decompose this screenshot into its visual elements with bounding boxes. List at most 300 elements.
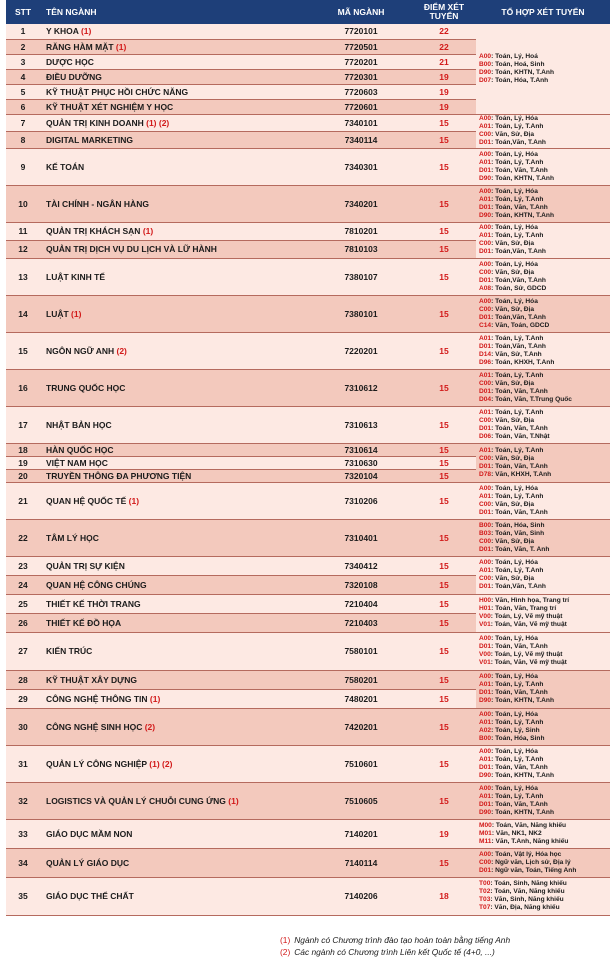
combination-code: D01 (479, 276, 492, 284)
combination-code: D01 (479, 689, 492, 696)
combination-item: D01: Toán,Văn, T.Anh (479, 276, 546, 284)
combination-item: A01: Toán, Lý, T.Anh (479, 755, 544, 763)
combination-code: M01 (479, 829, 492, 837)
row-combinations (476, 185, 610, 222)
row-combinations (476, 443, 610, 482)
row-stt: 22 (6, 519, 40, 556)
combination-item: A02: Toán, Lý, Sinh (479, 726, 540, 734)
row-stt: 2 (6, 39, 40, 54)
row-score: 15 (412, 185, 476, 222)
row-major-code: 7310401 (310, 519, 412, 556)
combination-code: D04 (479, 395, 492, 403)
combination-item: C00: Văn, Sử, Địa (479, 379, 534, 387)
table-row (6, 114, 610, 131)
combination-subjects: Toán, Văn, T.Nhật (495, 432, 550, 440)
combination-item: A00: Toán, Lý, Hóa (479, 224, 538, 231)
combination-subjects: Toán, Văn, T.Anh (495, 387, 548, 395)
table-row (6, 708, 610, 745)
combination-code: D01 (479, 203, 492, 211)
combination-code: C14 (479, 321, 492, 329)
combination-subjects: Toán, Lý, Hóa (495, 673, 538, 680)
table-row (6, 877, 610, 915)
row-major-name (40, 131, 310, 148)
combination-subjects: Toán, Văn, T.Trung Quốc (495, 395, 572, 403)
combination-code: A01 (479, 232, 492, 239)
row-major-name (40, 556, 310, 575)
row-combinations (476, 369, 610, 406)
row-score: 15 (412, 594, 476, 613)
major-name-text: KỸ THUẬT XÂY DỰNG (46, 674, 137, 685)
row-major-name (40, 369, 310, 406)
combination-item: C00: Văn, Sử, Địa (479, 268, 534, 276)
combination-item: C00: Văn, Sử, Địa (479, 416, 534, 424)
row-score: 21 (412, 54, 476, 69)
combination-code: D90 (479, 697, 492, 704)
major-name-text: QUẢN TRỊ KHÁCH SẠN (46, 226, 141, 236)
combination-subjects: Toán, KHTN, T.Anh (495, 68, 554, 76)
combination-item: A00: Toán, Lý, Hóa (479, 747, 538, 755)
row-score: 15 (412, 613, 476, 632)
row-score: 15 (412, 745, 476, 782)
row-score: 15 (412, 222, 476, 240)
combination-code: A01 (479, 492, 492, 500)
combination-item: M11: Văn, T.Anh, Năng khiếu (479, 837, 569, 845)
combination-code: D01 (479, 545, 492, 553)
combination-item: T03: Văn, Sinh, Năng khiếu (479, 896, 564, 903)
combination-subjects: Toán,Văn, T.Anh (495, 276, 546, 284)
row-major-code: 7720101 (310, 24, 412, 39)
row-score: 15 (412, 148, 476, 185)
combination-item: A01: Toán, Lý, T.Anh (479, 718, 544, 726)
combination-subjects: Toán,Văn, T.Anh (495, 342, 546, 350)
row-score: 15 (412, 575, 476, 594)
row-major-code: 7580201 (310, 670, 412, 689)
combination-subjects: Toán, Văn, T.Anh (495, 462, 548, 470)
combination-code: A00 (479, 52, 492, 60)
row-major-code: 7320104 (310, 469, 412, 482)
major-name-text: KẾ TOÁN (46, 161, 85, 172)
combination-item: C00: Văn, Sử, Địa (479, 305, 534, 313)
row-major-code: 7340101 (310, 114, 412, 131)
combination-subjects: Toán, Lý, T.Anh (495, 371, 544, 379)
combination-subjects: Toán, Lý, Vẽ mỹ thuật (494, 651, 563, 658)
combination-subjects: Toán, Lý, Hoá (495, 52, 538, 60)
combination-item: A01: Toán, Lý, T.Anh (479, 334, 544, 342)
combination-code: D01 (479, 424, 492, 432)
row-major-name (40, 575, 310, 594)
row-score: 15 (412, 469, 476, 482)
row-stt: 18 (6, 443, 40, 456)
combination-code: A01 (479, 334, 492, 342)
major-name-text: VIỆT NAM HỌC (46, 457, 108, 468)
combination-item: A00: Toán, Lý, Hóa (479, 673, 538, 680)
combination-code: B00 (479, 60, 492, 68)
row-major-code: 7140114 (310, 848, 412, 877)
combination-code: A00 (479, 784, 492, 792)
row-score: 15 (412, 556, 476, 575)
combination-item: D78: Văn, KHXH, T.Anh (479, 470, 552, 478)
combination-subjects: Toán, Lý, Sinh (495, 726, 540, 734)
combination-code: A00 (479, 260, 492, 268)
combination-code: D01 (479, 248, 492, 255)
major-name-text: RĂNG HÀM MẶT (46, 41, 114, 52)
row-stt: 20 (6, 469, 40, 482)
row-major-code: 7140201 (310, 819, 412, 848)
combination-item: V00: Toán, Lý, Vẽ mỹ thuật (479, 613, 563, 620)
row-combinations (476, 877, 610, 915)
major-note-marker: (1) (142, 226, 154, 236)
row-stt: 19 (6, 456, 40, 469)
combination-subjects: Toán, Lý, T.Anh (495, 792, 544, 800)
combination-subjects: Toán, Hóa, Sinh (495, 521, 545, 529)
row-major-name (40, 613, 310, 632)
row-score: 15 (412, 848, 476, 877)
row-combinations (476, 594, 610, 632)
row-stt: 15 (6, 332, 40, 369)
combination-subjects: Toán, Văn, Năng khiếu (495, 821, 567, 829)
combination-subjects: Văn, NK1, NK2 (495, 829, 542, 837)
major-note-marker: (1) (71, 308, 82, 319)
combination-subjects: Văn, KHXH, T.Anh (495, 470, 552, 478)
combination-item: D04: Toán, Văn, T.Trung Quốc (479, 395, 572, 403)
combination-code: A00 (479, 635, 492, 642)
combination-code: D01 (479, 643, 492, 650)
table-row (6, 24, 610, 39)
row-major-name (40, 295, 310, 332)
major-name-text: KỸ THUẬT XÉT NGHIỆM Y HỌC (46, 101, 174, 112)
header-combo: TỔ HỢP XÉT TUYỂN (476, 0, 610, 24)
combination-code: T03 (479, 896, 491, 903)
combination-code: D90 (479, 68, 492, 76)
table-row (6, 594, 610, 613)
combination-code: D01 (479, 313, 492, 321)
row-combinations (476, 148, 610, 185)
row-major-code: 7580101 (310, 632, 412, 670)
row-major-name (40, 24, 310, 39)
row-score: 15 (412, 519, 476, 556)
combination-item: H00: Văn, Hình họa, Trang trí (479, 597, 570, 604)
row-major-name (40, 54, 310, 69)
combination-code: B03 (479, 529, 492, 537)
row-stt: 21 (6, 482, 40, 519)
major-name-text: TÂM LÝ HỌC (46, 532, 99, 543)
combination-code: D06 (479, 432, 492, 440)
row-major-name (40, 222, 310, 240)
combination-subjects: Toán, Lý, T.Anh (495, 446, 544, 454)
header-score-line2: TUYỂN (429, 11, 459, 21)
combination-subjects: Toán, Văn, Trang trí (495, 605, 557, 612)
combination-subjects: Toán, Vật lý, Hóa học (495, 850, 562, 858)
combination-subjects: Toán, Lý, T.Anh (495, 718, 544, 726)
row-combinations (476, 295, 610, 332)
combination-code: M00 (479, 821, 492, 829)
row-score: 15 (412, 482, 476, 519)
footnotes (280, 934, 610, 958)
row-stt: 30 (6, 708, 40, 745)
combination-item: D01: Toán,Văn, T.Anh (479, 583, 546, 590)
combination-code: D01 (479, 342, 492, 350)
row-stt: 25 (6, 594, 40, 613)
combination-item: A01: Toán, Lý, T.Anh (479, 792, 544, 800)
combination-code: D01 (479, 866, 492, 874)
row-stt: 6 (6, 99, 40, 114)
combination-code: A00 (479, 224, 492, 231)
combination-subjects: Văn, Sử, T.Anh (495, 350, 542, 358)
major-name-text: CÔNG NGHỆ SINH HỌC (46, 721, 143, 732)
row-score: 15 (412, 406, 476, 443)
combination-subjects: Văn, T.Anh, Năng khiếu (495, 837, 569, 845)
combination-code: D90 (479, 211, 492, 219)
combination-item: A01: Toán, Lý, T.Anh (479, 492, 544, 500)
row-stt: 14 (6, 295, 40, 332)
combination-item: D14: Văn, Sử, T.Anh (479, 350, 542, 358)
combination-subjects: Toán, Lý, Hóa (495, 187, 538, 195)
combination-subjects: Toán, Văn, T.Anh (495, 689, 548, 696)
combination-item: C00: Văn, Sử, Địa (479, 500, 534, 508)
row-major-name (40, 482, 310, 519)
combination-subjects: Toán, Văn, Vẽ mỹ thuật (494, 659, 567, 666)
major-note-marker: (1) (2) (146, 117, 170, 128)
combination-item: A00: Toán, Lý, Hóa (479, 150, 538, 158)
row-major-code: 7510605 (310, 782, 412, 819)
row-score: 15 (412, 443, 476, 456)
combination-item: C00: Văn, Sử, Địa (479, 575, 534, 582)
combination-item: A00: Toán, Lý, Hóa (479, 559, 538, 566)
combination-code: A01 (479, 123, 492, 130)
major-note-marker: (1) (149, 693, 161, 704)
combination-item: D01: Toán, Văn, T.Anh (479, 643, 548, 650)
row-combinations (476, 848, 610, 877)
row-stt: 1 (6, 24, 40, 39)
combination-subjects: Toán, Lý, Hóa (495, 710, 538, 718)
row-major-code: 7210404 (310, 594, 412, 613)
combination-item: D01: Toán, Văn, T. Anh (479, 545, 550, 553)
row-score: 15 (412, 456, 476, 469)
combination-subjects: Toán,Văn, T.Anh (495, 313, 546, 321)
combination-subjects: Toán, Văn, T.Anh (495, 166, 548, 174)
combination-item: A00: Toán, Lý, Hóa (479, 297, 538, 305)
row-major-name (40, 782, 310, 819)
major-name-text: KIẾN TRÚC (46, 646, 93, 656)
combination-item: D06: Toán, Văn, T.Nhật (479, 432, 550, 440)
row-stt: 9 (6, 148, 40, 185)
combination-code: A00 (479, 297, 492, 305)
table-row (6, 369, 610, 406)
combination-code: D07 (479, 76, 492, 84)
combination-item: M01: Văn, NK1, NK2 (479, 829, 542, 837)
combination-item: D90: Toán, KHTN, T.Anh (479, 68, 554, 76)
combination-item: D96: Toán, KHXH, T.Anh (479, 358, 555, 366)
combination-item: A00: Toán, Lý, Hóa (479, 784, 538, 792)
row-major-name (40, 877, 310, 915)
row-stt: 10 (6, 185, 40, 222)
row-major-name (40, 99, 310, 114)
combination-code: A01 (479, 195, 492, 203)
major-name-text: THIẾT KẾ ĐỒ HỌA (46, 617, 122, 628)
row-stt: 8 (6, 131, 40, 148)
table-row (6, 519, 610, 556)
combination-item: D01: Toán, Văn, T.Anh (479, 387, 548, 395)
row-major-code: 7720603 (310, 84, 412, 99)
row-score: 15 (412, 689, 476, 708)
row-major-code: 7810201 (310, 222, 412, 240)
combination-item: A01: Toán, Lý, T.Anh (479, 195, 544, 203)
row-major-code: 7310613 (310, 406, 412, 443)
combination-item: D90: Toán, KHTN, T.Anh (479, 771, 554, 779)
combination-code: A01 (479, 371, 492, 379)
row-score: 19 (412, 84, 476, 99)
row-major-code: 7810103 (310, 240, 412, 258)
combination-code: C00 (479, 240, 492, 247)
combination-subjects: Văn, Sử, Địa (495, 575, 534, 582)
table-header-row (6, 0, 610, 24)
row-major-name (40, 185, 310, 222)
combination-item: D90: Toán, KHTN, T.Anh (479, 697, 554, 704)
major-note-marker: (1) (2) (149, 758, 173, 769)
row-major-name (40, 69, 310, 84)
row-major-code: 7340201 (310, 185, 412, 222)
row-score: 15 (412, 670, 476, 689)
row-stt: 13 (6, 258, 40, 295)
row-combinations (476, 519, 610, 556)
row-stt: 33 (6, 819, 40, 848)
row-major-code: 7720501 (310, 39, 412, 54)
combination-item: A01: Toán, Lý, T.Anh (479, 158, 544, 166)
combination-code: V01 (479, 659, 491, 666)
major-note-marker: (2) (116, 345, 127, 356)
header-score (412, 0, 476, 24)
row-combinations (476, 258, 610, 295)
table-row (6, 745, 610, 782)
row-stt: 7 (6, 114, 40, 131)
combination-item: V00: Toán, Lý, Vẽ mỹ thuật (479, 651, 563, 658)
combination-code: A08 (479, 284, 492, 292)
combination-subjects: Văn, Sử, Địa (495, 240, 534, 247)
combination-subjects: Toán, Lý, Hóa (495, 150, 538, 158)
major-name-text: Y KHOA (46, 26, 79, 37)
combination-item: D01: Toán, Văn, T.Anh (479, 462, 548, 470)
combination-item: T02: Toán, Văn, Năng khiếu (479, 888, 565, 895)
combination-code: A01 (479, 567, 492, 574)
row-stt: 35 (6, 877, 40, 915)
combination-code: D78 (479, 470, 492, 478)
combination-code: V01 (479, 621, 491, 628)
table-row (6, 185, 610, 222)
combination-item: D01: Toán, Văn, T.Anh (479, 763, 548, 771)
table-row (6, 670, 610, 689)
row-major-name (40, 39, 310, 54)
combination-subjects: Toán, KHXH, T.Anh (495, 358, 555, 366)
combination-code: A00 (479, 484, 492, 492)
combination-subjects: Toán, Văn, T.Anh (495, 800, 548, 808)
combination-subjects: Toán, Lý, T.Anh (495, 158, 544, 166)
combination-item: C00: Ngữ văn, Lịch sử, Địa lý (479, 858, 571, 866)
row-score: 22 (412, 39, 476, 54)
row-score: 15 (412, 295, 476, 332)
major-name-text: GIÁO DỤC MẦM NON (46, 828, 133, 839)
row-score: 19 (412, 819, 476, 848)
combination-item: D01: Toán, Văn, T.Anh (479, 508, 548, 516)
combination-subjects: Toán,Văn, T.Anh (495, 583, 546, 590)
combination-code: A01 (479, 792, 492, 800)
combination-subjects: Toán, KHTN, T.Anh (495, 771, 554, 779)
admission-table-container (6, 0, 610, 916)
combination-subjects: Văn, Sử, Địa (495, 305, 534, 313)
header-stt: STT (6, 0, 40, 24)
major-name-text: ĐIỀU DƯỠNG (46, 71, 102, 82)
combination-subjects: Toán, Lý, Hóa (495, 784, 538, 792)
row-major-name (40, 469, 310, 482)
combination-code: B00 (479, 734, 492, 742)
row-major-code: 7340114 (310, 131, 412, 148)
major-name-text: LUẬT (46, 308, 69, 319)
row-stt: 16 (6, 369, 40, 406)
combination-code: A00 (479, 150, 492, 158)
major-name-text: LUẬT KINH TẾ (46, 271, 106, 282)
row-major-name (40, 632, 310, 670)
table-body (6, 24, 610, 915)
table-row (6, 782, 610, 819)
major-name-text: QUẢN TRỊ KINH DOANH (46, 117, 144, 128)
combination-item: A01: Toán, Lý, T.Anh (479, 567, 544, 574)
combination-code: D01 (479, 139, 492, 146)
combination-subjects: Toán, Văn, Vẽ mỹ thuật (494, 621, 567, 628)
combination-code: A00 (479, 559, 492, 566)
combination-code: D01 (479, 387, 492, 395)
combination-subjects: Toán, Lý, T.Anh (495, 334, 544, 342)
combination-code: T07 (479, 904, 491, 911)
table-row (6, 332, 610, 369)
combination-subjects: Văn, Sinh, Năng khiếu (494, 896, 564, 903)
combination-code: D90 (479, 174, 492, 182)
row-stt: 5 (6, 84, 40, 99)
combination-subjects: Toán, Sử, GDCD (495, 284, 547, 292)
combination-code: T02 (479, 888, 491, 895)
combination-code: C00 (479, 416, 492, 424)
combination-code: A01 (479, 681, 492, 688)
combination-subjects: Toán, Lý, Hóa (495, 297, 538, 305)
combination-item: C00: Văn, Sử, Địa (479, 537, 534, 545)
row-stt: 4 (6, 69, 40, 84)
row-major-name (40, 148, 310, 185)
combination-item: B03: Toán, Văn, Sinh (479, 529, 545, 537)
combination-code: A00 (479, 115, 492, 122)
combination-subjects: Toán, KHTN, T.Anh (495, 808, 554, 816)
major-name-text: QUẢN LÝ CÔNG NGHIỆP (46, 758, 147, 769)
major-name-text: DIGITAL MARKETING (46, 134, 134, 145)
header-name: TÊN NGÀNH (40, 0, 310, 24)
combination-subjects: Văn, Sử, Địa (495, 500, 534, 508)
combination-item: A01: Toán, Lý, T.Anh (479, 681, 544, 688)
row-score: 15 (412, 708, 476, 745)
table-row (6, 482, 610, 519)
combination-subjects: Toán, Lý, T.Anh (495, 681, 544, 688)
row-major-code: 7210403 (310, 613, 412, 632)
combination-code: A00 (479, 710, 492, 718)
row-major-code: 7380101 (310, 295, 412, 332)
combination-code: V00 (479, 613, 491, 620)
row-major-name (40, 594, 310, 613)
combination-subjects: Văn, Sử, Địa (495, 268, 534, 276)
major-name-text: QUAN HỆ CÔNG CHÚNG (46, 579, 147, 590)
combination-code: C00 (479, 268, 492, 276)
combination-item: A00: Toán, Lý, Hoá (479, 52, 538, 60)
combination-subjects: Toán, Lý, Hóa (495, 260, 538, 268)
combination-subjects: Toán, Lý, T.Anh (495, 408, 544, 416)
row-stt: 32 (6, 782, 40, 819)
combination-code: A01 (479, 718, 492, 726)
combination-subjects: Toán, Lý, Hóa (495, 484, 538, 492)
